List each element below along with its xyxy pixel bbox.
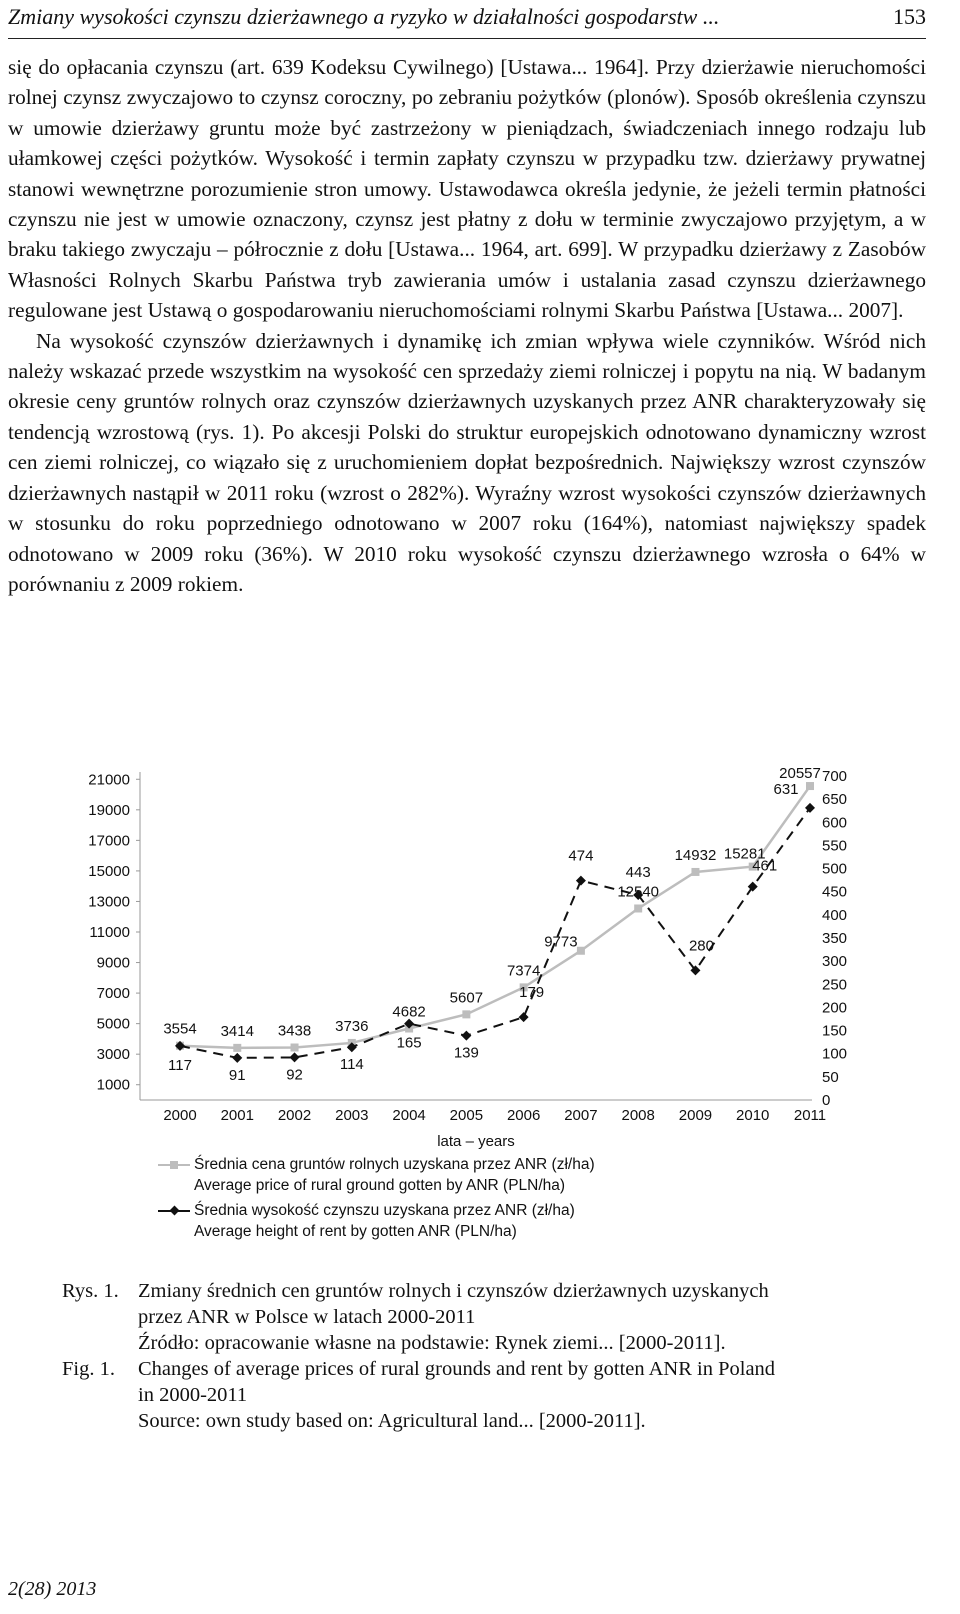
left-tick-label: 9000 — [96, 954, 130, 972]
right-tick-label: 450 — [822, 883, 848, 901]
rent-data-label: 461 — [752, 857, 778, 875]
legend-swatch-black — [158, 1200, 194, 1221]
legend-label-en: Average height of rent by gotten ANR (PLN/ha) — [194, 1223, 517, 1240]
right-tick-label: 0 — [822, 1092, 831, 1109]
figure-caption — [62, 1278, 922, 1434]
rent-point — [519, 1012, 529, 1022]
issue-footer: 2(28) 2013 — [8, 1578, 97, 1600]
legend-label-en: Average price of rural ground gotten by ANR (PLN/ha) — [194, 1177, 566, 1194]
legend-swatch-grey — [158, 1154, 194, 1175]
right-tick-label: 550 — [822, 837, 848, 855]
right-tick-label: 350 — [822, 930, 848, 947]
rent-data-label: 474 — [568, 847, 594, 865]
left-tick-label: 13000 — [88, 893, 130, 911]
rent-data-label: 114 — [339, 1056, 364, 1074]
price-point — [806, 782, 814, 790]
x-tick-label: 2011 — [793, 1107, 827, 1124]
price-data-label: 14932 — [674, 846, 717, 864]
right-tick-label: 300 — [822, 953, 848, 971]
rent-data-label: 443 — [625, 863, 651, 881]
price-data-label: 7374 — [506, 962, 541, 980]
running-header — [8, 4, 926, 39]
price-point — [577, 947, 585, 955]
x-tick-label: 2004 — [392, 1107, 426, 1124]
rent-data-label: 92 — [286, 1066, 303, 1084]
chart-legend — [158, 1154, 595, 1246]
left-tick-label: 17000 — [88, 832, 130, 850]
right-tick-label: 600 — [822, 814, 848, 832]
legend-entry-rent — [158, 1200, 595, 1242]
price-data-label: 4682 — [392, 1003, 426, 1021]
caption-text-pl: przez ANR w Polsce w latach 2000-2011 — [138, 1306, 476, 1328]
x-tick-label: 2007 — [564, 1107, 598, 1124]
caption-label-pl: Rys. 1. — [62, 1280, 119, 1302]
left-tick-label: 1000 — [96, 1076, 130, 1094]
caption-text-en: Changes of average prices of rural grounds and rent by gotten ANR in Poland — [138, 1358, 776, 1380]
price-point — [233, 1044, 241, 1052]
caption-source-en: Source: own study based on: Agricultural land... [2000-2011]. — [138, 1410, 646, 1432]
x-tick-label: 2002 — [277, 1107, 312, 1124]
right-tick-label: 650 — [822, 791, 848, 809]
line-chart — [60, 760, 860, 1160]
price-data-label: 3414 — [220, 1022, 254, 1040]
running-title: Zmiany wysokości czynszu dzierżawnego a ryzyko w działalności gospodarstw ... — [8, 4, 720, 29]
caption-label-en: Fig. 1. — [62, 1358, 115, 1380]
rent-data-label: 165 — [396, 1034, 422, 1052]
price-data-label: 5607 — [449, 989, 484, 1007]
right-tick-label: 700 — [822, 768, 848, 785]
left-tick-label: 11000 — [89, 924, 130, 941]
rent-point — [576, 876, 586, 886]
rent-point — [290, 1052, 300, 1062]
price-data-label: 3438 — [277, 1022, 312, 1040]
price-data-label: 9773 — [544, 933, 578, 951]
x-tick-label: 2003 — [335, 1107, 369, 1124]
left-tick-label: 19000 — [88, 801, 130, 819]
rent-point — [232, 1053, 242, 1063]
price-point — [634, 904, 642, 912]
right-tick-label: 400 — [822, 906, 848, 924]
caption-source-pl: Źródło: opracowanie własne na podstawie: Rynek ziemi... [2000-2011]. — [138, 1332, 726, 1354]
paragraph: Na wysokość czynszów dzierżawnych i dynamikę ich zmian wpływa wiele czynników. Wśród nich należy wskazać przede wszystkim na wysokość cen sprzedaży ziemi rolniczej i popytu na nią. W badanym okresie ceny gruntów rolnych oraz czynszów dzierżawnych uzyskanych przez ANR charakteryzowały się tendencją wzrostową (rys. 1). Po akcesji Polski do struktur europejskich odnotowano dynamiczny wzrost cen ziemi rolniczej, co wiązało się z uruchomieniem dopłat bezpośrednich. Największy wzrost czynszów dzierżawnych nastąpił w 2011 roku (wzrost o 282%). Wyraźny wzrost wysokości czynszów dzierżawnych w stosunku do roku poprzedniego odnotowano w 2007 roku (164%), natomiast największy spadek odnotowano w 2009 roku (36%). W 2010 roku wysokość czynszu dzierżawnego wzrosła o 64% w porównaniu z 2009 rokiem. — [8, 328, 926, 596]
right-tick-label: 500 — [822, 860, 848, 878]
x-axis-title: lata – years — [437, 1133, 515, 1150]
x-tick-label: 2006 — [506, 1107, 541, 1124]
price-series-line — [180, 786, 810, 1048]
right-tick-label: 250 — [822, 976, 848, 994]
body-text — [8, 52, 926, 599]
x-tick-label: 2001 — [220, 1107, 254, 1124]
x-tick-label: 2009 — [678, 1107, 713, 1124]
page-number: 153 — [893, 4, 926, 29]
rent-data-label: 179 — [519, 984, 545, 1002]
legend-label-pl: Średnia wysokość czynszu uzyskana przez ANR (zł/ha) — [194, 1202, 575, 1219]
legend-entry-price — [158, 1154, 595, 1196]
price-data-label: 12540 — [617, 883, 660, 901]
caption-text-pl: Zmiany średnich cen gruntów rolnych i czynszów dzierżawnych uzyskanych — [138, 1280, 769, 1302]
caption-text-en: in 2000-2011 — [138, 1384, 248, 1406]
price-point — [291, 1043, 299, 1051]
paragraph: się do opłacania czynszu (art. 639 Kodeksu Cywilnego) [Ustawa... 1964]. Przy dzierżawie nieruchomości rolnej czynsz zwyczajowo to czynsz coroczny, po zebraniu pożytków (plonów). Sposób określenia czynszu w umowie dzierżawy gruntu może być zastrzeżony w pieniądzach, świadczeniach innego rodzaju lub ułamkowej części pożytków. Wysokość i termin zapłaty czynszu w przypadku tzw. dzierżawy prywatnej stanowi wewnętrzne porozumienie stron umowy. Ustawodawca określa jedynie, że jeżeli termin płatności czynszu nie jest w umowie oznaczony, czynsz jest płatny z dołu w terminie zwyczajowo przyjętym, a w braku takiego zwyczaju – półrocznie z dołu [Ustawa... 1964, art. 699]. W przypadku dzierżawy z Zasobów Własności Rolnych Skarbu Państwa tryb zawierania umów i ustalania zasad czynszu dzierżawnego regulowane jest Ustawą o gospodarowaniu nieruchomościami rolnymi Skarbu Państwa [Ustawa... 2007]. — [8, 55, 926, 323]
price-data-label: 3736 — [335, 1017, 369, 1035]
legend-label-pl: Średnia cena gruntów rolnych uzyskana przez ANR (zł/ha) — [194, 1156, 595, 1173]
left-tick-label: 7000 — [96, 985, 130, 1003]
right-tick-label: 50 — [822, 1068, 839, 1086]
x-tick-label: 2000 — [163, 1107, 197, 1124]
x-tick-label: 2010 — [736, 1107, 770, 1124]
left-tick-label: 21000 — [88, 771, 130, 789]
price-point — [462, 1010, 470, 1018]
price-data-label: 3554 — [163, 1020, 197, 1038]
rent-data-label: 117 — [168, 1056, 192, 1074]
x-tick-label: 2005 — [449, 1107, 484, 1124]
right-tick-label: 200 — [822, 999, 848, 1017]
left-tick-label: 15000 — [88, 862, 130, 880]
left-tick-label: 5000 — [96, 1015, 130, 1033]
price-point — [691, 868, 699, 876]
x-tick-label: 2008 — [621, 1107, 655, 1124]
price-data-label: 20557 — [779, 765, 821, 783]
rent-data-label: 91 — [228, 1066, 246, 1084]
right-tick-label: 100 — [822, 1045, 848, 1063]
rent-data-label: 139 — [453, 1044, 479, 1062]
rent-series-line — [180, 808, 810, 1058]
rent-data-label: 631 — [773, 780, 799, 798]
left-tick-label: 3000 — [96, 1046, 130, 1064]
right-tick-label: 150 — [822, 1022, 848, 1040]
rent-data-label: 280 — [688, 937, 714, 955]
rent-point — [461, 1031, 471, 1041]
price-data-label: 15281 — [723, 845, 766, 863]
